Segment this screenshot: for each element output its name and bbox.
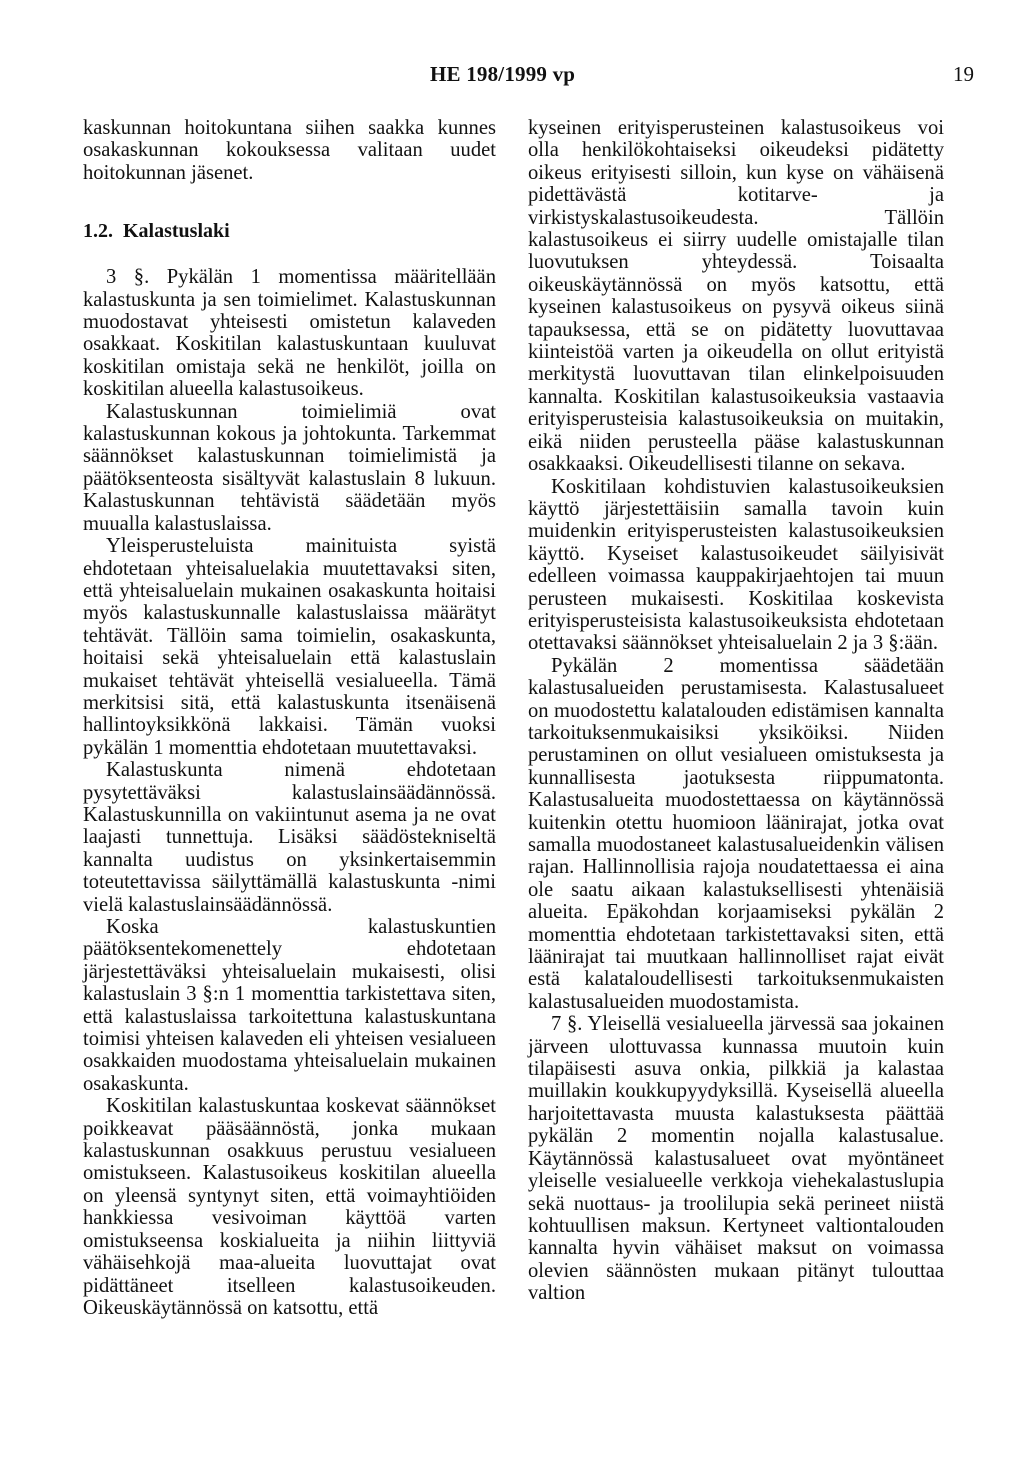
section-heading-text: Kalastuslaki bbox=[123, 220, 230, 243]
section-heading bbox=[83, 220, 496, 242]
section-heading-number: 1.2. bbox=[83, 220, 113, 243]
paragraph: Kalastuskunnan toimielimiä ovat kalastuskunnan kokous ja johtokunta. Tarkemmat säännökset kalastuskunnan toimielimistä ja päätöksenteosta sisältyvät kalastuslain 8 lukuun. Kalastuskunnan tehtävistä säädetään myös muualla kalastuslaissa. bbox=[83, 400, 496, 535]
right-column bbox=[528, 117, 944, 1305]
paragraph: kyseinen erityisperusteinen kalastusoikeus voi olla henkilökohtaiseksi oikeudeksi pidätetty oikeus erityisesti silloin, kun kyse on vähäisenä pidettävästä kotitarve- ja virkistyskalastusoikeudesta. Tällöin kalastusoikeus ei siirry uudelle omistajalle tilan luovutuksen yhteydessä. Toisaalta oikeuskäytännössä on myös katsottu, että kyseinen kalastusoikeus on pysyvä oikeus siinä tapauksessa, että se on pidätetty luovuttavaa kiinteistöä varten ja oikeudella on ollut erityistä merkitystä luovuttavan tilan elinkelpoisuuden kannalta. Koskitilan kalastusoikeuksia vastaavia erityisperusteisia kalastusoikeuksia on muitakin, eikä niiden perusteella pääse kalastuskunnan osakkaaksi. Oikeudellisesti tilanne on sekava. bbox=[528, 117, 944, 476]
left-column bbox=[83, 117, 496, 1319]
paragraph: 7 §. Yleisellä vesialueella järvessä saa jokainen järveen ulottuvassa kunnassa muutoin kuin tilapäisesti asuva onkia, pilkkiä ja kalastaa muillakin koukkupyydyksillä. Kyseisellä alueella harjoitettavasta muusta kalastuksesta päättää pykälän 2 momentin nojalla kalastusalue. Käytännössä kalastusalueet ovat myöntäneet yleiselle vesialueelle verkkoja viehekalastuslupia sekä nuottaus- ja troolilupia sekä perineet niistä kohtuullisen maksun. Kertyneet valtiontalouden kannalta hyvin vähäiset maksut on voimassa olevien säännösten mukaan pitänyt tulouttaa valtion bbox=[528, 1013, 944, 1305]
paragraph: Koskitilan kalastuskuntaa koskevat säännökset poikkeavat pääsäännöstä, jonka mukaan kalastuskunnan osakkuus perustuu vesialueen omistukseen. Kalastusoikeus koskitilan alueella on yleensä syntynyt siten, että voimayhtiöiden hankkiessa vesivoiman käyttöä varten omistukseensa koskialueita ja niihin liittyviä vähäisehkojä maa-alueita luovuttajat ovat pidättäneet itselleen kalastusoikeuden. Oikeuskäytännössä on katsottu, että bbox=[83, 1095, 496, 1319]
paragraph: Koskitilaan kohdistuvien kalastusoikeuksien käyttö järjestettäisiin samalla tavoin kuin muidenkin erityisperusteisten kalastusoikeuksien käyttö. Kyseiset kalastusoikeudet säilyisivät edelleen voimassa kauppakirjaehtojen tai muun perusteen mukaisesti. Koskitilaa koskevista erityisperusteisista kalastusoikeuksista ehdotetaan otettavaksi säännökset yhteisaluelain 2 ja 3 §:ään. bbox=[528, 475, 944, 655]
page-header bbox=[0, 62, 1024, 92]
header-title: HE 198/1999 vp bbox=[430, 62, 576, 86]
paragraph: 3 §. Pykälän 1 momentissa määritellään kalastuskunta ja sen toimielimet. Kalastuskunnan muodostavat yhteisesti omistetun kalaveden osakkaat. Koskitilan kalastuskuntaan kuuluvat koskitilan omistaja sekä ne henkilöt, joilla on koskitilan alueella kalastusoikeus. bbox=[83, 266, 496, 401]
paragraph: Pykälän 2 momentissa säädetään kalastusalueiden perustamisesta. Kalastusalueet on muodostettu kalatalouden edistämisen kannalta tarkoituksenmukaisiksi yksiköiksi. Niiden perustaminen on ollut vesialueen omistuksesta ja kunnallisesta jaotuksesta riippumatonta. Kalastusalueita muodostettaessa on käytännössä kuitenkin otettu huomioon läänirajat, jotka ovat samalla muodostaneet kalastusalueidenkin välisen rajan. Hallinnollisia rajoja noudatettaessa ei aina ole saatu aikaan kalastuksellisesti yhtenäisiä alueita. Epäkohdan korjaamiseksi pykälän 2 momenttia ehdotetaan tarkistettavaksi siten, että läänirajat tai muutkaan hallinnolliset rajat eivät estä kalataloudellisesti tarkoituksenmukaisten kalastusalueiden muodostamista. bbox=[528, 654, 944, 1013]
page-number: 19 bbox=[953, 62, 974, 86]
paragraph: kaskunnan hoitokuntana siihen saakka kunnes osakaskunnan kokouksessa valitaan uudet hoitokunnan jäsenet. bbox=[83, 117, 496, 184]
paragraph: Kalastuskunta nimenä ehdotetaan pysytettäväksi kalastuslainsäädännössä. Kalastuskunnilla on vakiintunut asema ja ne ovat laajasti tunnettuja. Lisäksi säädöstekniseltä kannalta uudistus on yksinkertaisemmin toteutettavissa säilyttämällä kalastuskunta -nimi vielä kalastuslainsäädännössä. bbox=[83, 759, 496, 916]
paragraph: Yleisperusteluista mainituista syistä ehdotetaan yhteisaluelakia muutettavaksi siten, että yhteisaluelain mukainen osakaskunta hoitaisi myös kalastuskunnalle kalastuslaissa määrätyt tehtävät. Tällöin sama toimielin, osakaskunta, hoitaisi sekä yhteisaluelain että kalastuslain mukaiset tehtävät yhteisellä vesialueella. Tämä merkitsisi sitä, että kalastuskunta itsenäisenä hallintoyksikkönä lakkaisi. Tämän vuoksi pykälän 1 momenttia ehdotetaan muutettavaksi. bbox=[83, 535, 496, 759]
paragraph: Koska kalastuskuntien päätöksentekomenettely ehdotetaan järjestettäväksi yhteisaluelain mukaisesti, olisi kalastuslain 3 §:n 1 momenttia tarkistettava siten, että kalastuslaissa tarkoitettuna kalastuskuntana toimisi yhteisen kalaveden eli yhteisen vesialueen osakkaiden muodostama yhteisaluelain mukainen osakaskunta. bbox=[83, 916, 496, 1095]
